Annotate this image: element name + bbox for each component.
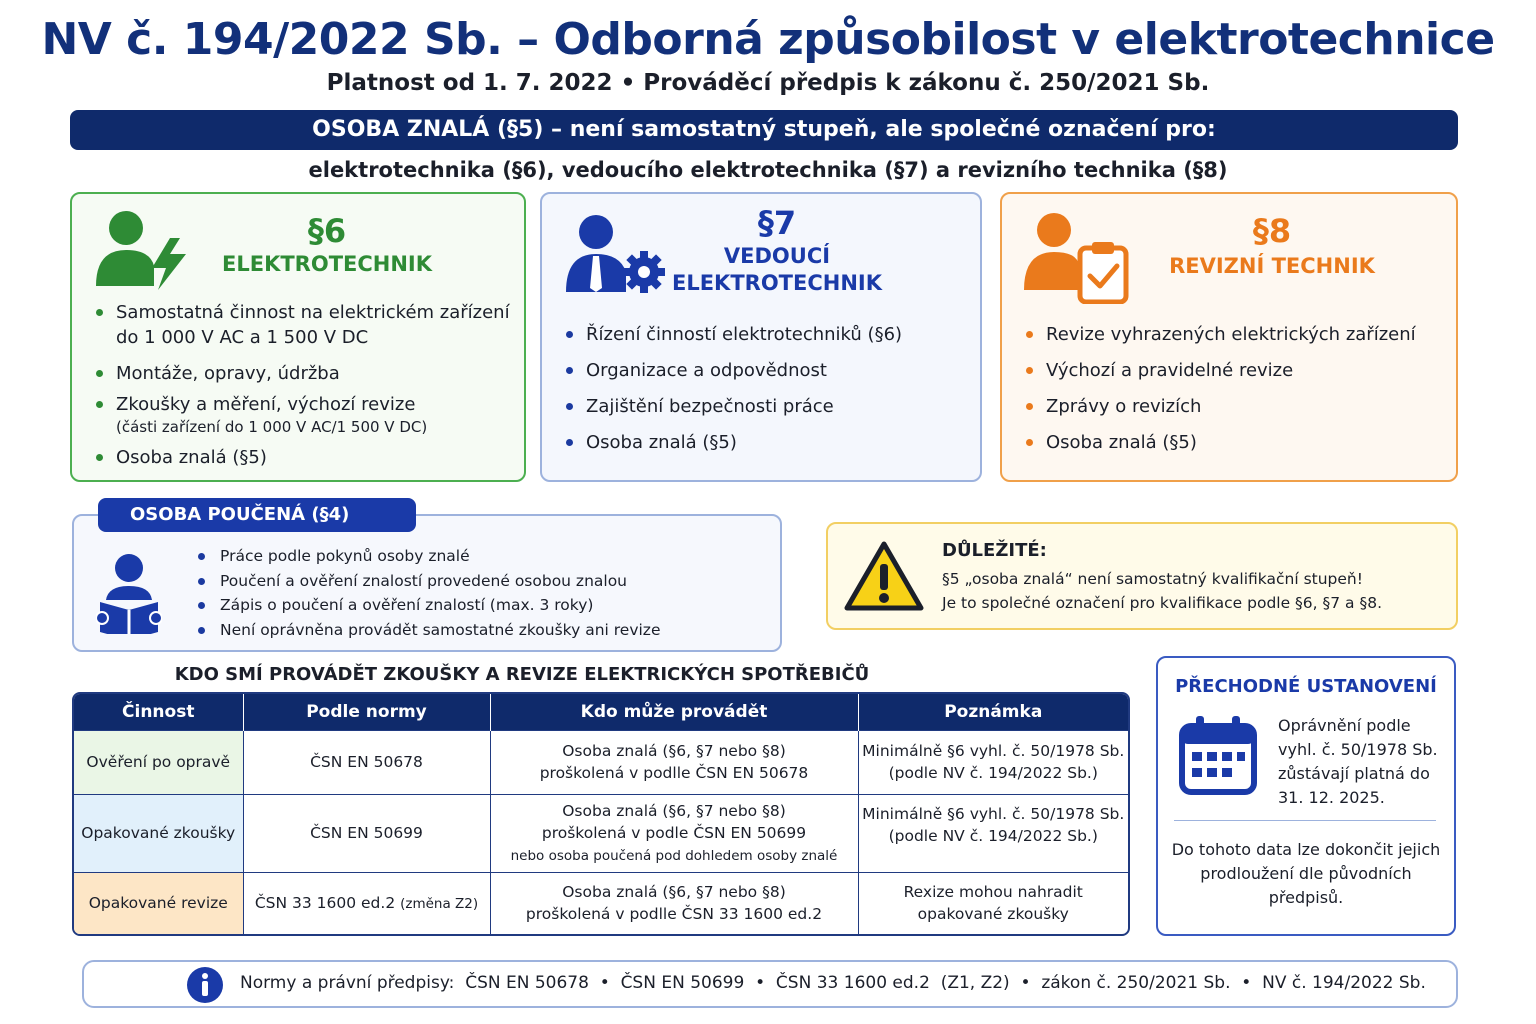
osoba-znala-banner: OSOBA ZNALÁ (§5) – není samostatný stupeň, ale společné označení pro: xyxy=(70,110,1458,150)
page-subtitle: Platnost od 1. 7. 2022 • Prováděcí předpis k zákonu č. 250/2021 Sb. xyxy=(326,70,1210,96)
osoba-znala-subtext: elektrotechnika (§6), vedoucího elektrotechnika (§7) a revizního technika (§8) xyxy=(308,158,1228,182)
cell-norma: ČSN 33 1600 ed.2 (změna Z2) xyxy=(243,872,490,934)
bullet-item: Výchozí a pravidelné revize xyxy=(1024,358,1444,383)
transition-text: Oprávnění podle vyhl. č. 50/1978 Sb. zůstávají platná do 31. 12. 2025. xyxy=(1278,716,1438,807)
section-number: §6 xyxy=(307,212,347,250)
bullet-note: (části zařízení do 1 000 V AC/1 500 V DC) xyxy=(116,418,428,436)
section-number: §8 xyxy=(1252,212,1292,250)
column-header: Činnost xyxy=(74,694,243,730)
divider xyxy=(1174,820,1436,821)
revisions-table xyxy=(72,692,1130,936)
info-icon xyxy=(186,966,224,1004)
bullet-item: Zkoušky a měření, výchozí revize (části zařízení do 1 000 V AC/1 500 V DC) xyxy=(94,392,514,437)
bullet-item: Poučení a ověření znalostí provedené osobou znalou xyxy=(218,569,660,594)
table-row xyxy=(74,794,1128,872)
cell-kdo: Osoba znalá (§6, §7 nebo §8) proškolená v podlle ČSN EN 50678 xyxy=(490,730,858,794)
transition-text2: Do tohoto data lze dokončit jejich prodloužení dle původních předpisů. xyxy=(1171,840,1441,907)
transition-title: PŘECHODNÉ USTANOVENÍ xyxy=(1175,676,1437,697)
important-line2: Je to společné označení pro kvalifikace podle §6, §7 a §8. xyxy=(942,594,1383,612)
cell-norma: ČSN EN 50699 xyxy=(243,794,490,872)
card-elektrotechnik xyxy=(70,192,526,482)
cell-poznamka: Minimálně §6 vyhl. č. 50/1978 Sb. (podle NV č. 194/2022 Sb.) xyxy=(858,730,1128,794)
bullet-item: Osoba znalá (§5) xyxy=(1024,430,1444,455)
bullet-item: Revize vyhrazených elektrických zařízení xyxy=(1024,322,1444,347)
cell-cinnost: Ověření po opravě xyxy=(74,730,243,794)
cell-poznamka: Minimálně §6 vyhl. č. 50/1978 Sb. (podle NV č. 194/2022 Sb.) xyxy=(858,794,1128,872)
cell-kdo: Osoba znalá (§6, §7 nebo §8) proškolená v podle ČSN EN 50699 nebo osoba poučená pod dohledem osoby znalé xyxy=(490,794,858,872)
section-number: §7 xyxy=(757,204,797,242)
card-title-line2: ELEKTROTECHNIK xyxy=(671,271,882,295)
card-title-line1: VEDOUCÍ xyxy=(723,244,831,268)
bullet-item: Zajištění bezpečnosti práce xyxy=(564,394,964,419)
cell-kdo: Osoba znalá (§6, §7 nebo §8) proškolená v podlle ČSN 33 1600 ed.2 xyxy=(490,872,858,934)
calendar-icon xyxy=(1178,714,1258,796)
important-line1: §5 „osoba znalá“ není samostatný kvalifikační stupeň! xyxy=(942,570,1363,588)
bullet-item: Zápis o poučení a ověření znalostí (max. 3 roky) xyxy=(218,593,660,618)
osoba-poucena-title: OSOBA POUČENÁ (§4) xyxy=(98,498,416,532)
table-row xyxy=(74,730,1128,794)
table-row xyxy=(74,872,1128,934)
column-header: Kdo může provádět xyxy=(490,694,858,730)
page-title: NV č. 194/2022 Sb. – Odborná způsobilost v elektrotechnice xyxy=(41,14,1495,65)
bullet-item: Osoba znalá (§5) xyxy=(94,445,514,470)
bullet-item: Není oprávněna provádět samostatné zkoušky ani revize xyxy=(218,618,660,643)
card-vedouci-elektrotechnik xyxy=(540,192,982,482)
person-reading-icon xyxy=(96,552,162,634)
card-revizni-technik xyxy=(1000,192,1458,482)
bullet-item: Řízení činností elektrotechniků (§6) xyxy=(564,322,964,347)
bullet-item: Organizace a odpovědnost xyxy=(564,358,964,383)
footer-text: Normy a právní předpisy: ČSN EN 50678 • ČSN EN 50699 • ČSN 33 1600 ed.2 (Z1, Z2) • zákon č. 250/2021 Sb. • NV č. 194/2022 Sb. xyxy=(240,973,1426,993)
bullet-item: Práce podle pokynů osoby znalé xyxy=(218,544,660,569)
card-title: REVIZNÍ TECHNIK xyxy=(1169,254,1375,278)
cell-cinnost: Opakované revize xyxy=(74,872,243,934)
card-title: ELEKTROTECHNIK xyxy=(222,252,433,276)
column-header: Poznámka xyxy=(858,694,1128,730)
important-title: DŮLEŽITÉ: xyxy=(942,540,1047,561)
person-clipboard-icon xyxy=(1022,208,1132,304)
column-header: Podle normy xyxy=(243,694,490,730)
bullet-item: Montáže, opravy, údržba xyxy=(94,361,514,386)
cell-norma: ČSN EN 50678 xyxy=(243,730,490,794)
cell-poznamka: Rexize mohou nahradit opakované zkoušky xyxy=(858,872,1128,934)
cell-cinnost: Opakované zkoušky xyxy=(74,794,243,872)
bullet-item: Samostatná činnost na elektrickém zařízení do 1 000 V AC a 1 500 V DC xyxy=(94,300,514,350)
warning-icon xyxy=(844,540,924,612)
bullet-item: Osoba znalá (§5) xyxy=(564,430,964,455)
table-title: KDO SMÍ PROVÁDĚT ZKOUŠKY A REVIZE ELEKTRICKÝCH SPOTŘEBIČŮ xyxy=(174,664,870,685)
bullet-item: Zprávy o revizích xyxy=(1024,394,1444,419)
person-gear-icon xyxy=(564,212,668,296)
person-lightning-icon xyxy=(94,208,190,290)
